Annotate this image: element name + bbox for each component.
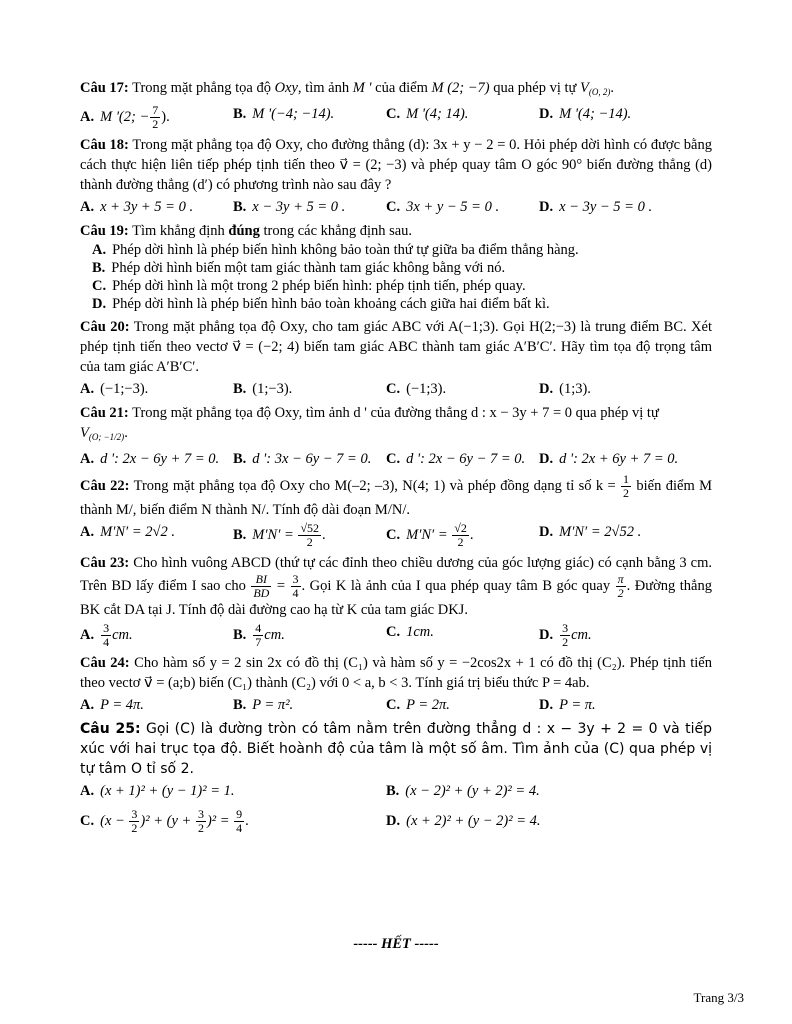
option-value: M′N′ = 2√52 .	[559, 524, 642, 540]
option-value: (1;3).	[559, 381, 591, 397]
question-number: Câu 18:	[80, 137, 129, 153]
question-text: Trong mặt phẳng tọa độ Oxy cho M(–2; –3), N(4; 1) và phép đồng dạng tỉ số k =	[133, 477, 621, 494]
option-value: P = 2π.	[406, 697, 450, 713]
option-label: B.	[386, 783, 400, 799]
option-value: M′N′ = 2√2 .	[100, 524, 175, 540]
denominator: 2	[197, 821, 204, 836]
option-value: P = π².	[252, 697, 294, 713]
option-label: D.	[386, 813, 401, 829]
option-label: D.	[539, 524, 554, 540]
question-text: . Đường thẳng BK cắt DA tại J. Tính độ dài đường cao hạ từ K của tam giác DKJ.	[80, 577, 712, 618]
numerator: 7	[152, 103, 159, 117]
option-label: D.	[539, 199, 554, 215]
option-value: Phép dời hình là phép biến hình không bảo toàn thứ tự giữa ba điểm thẳng hàng.	[112, 242, 579, 258]
option-value: d ': 2x + 6y + 7 = 0.	[559, 451, 679, 467]
fraction	[150, 104, 160, 131]
question-text: biến điểm M thành M/, biến điểm N thành N/. Tính độ dài đoạn M/N/.	[80, 477, 712, 518]
option-value: M′N′ =	[406, 526, 452, 543]
numerator: 1	[623, 472, 630, 486]
denominator: 2	[131, 821, 138, 836]
question-text: Gọi (C) là đường tròn có tâm nằm trên đường thẳng d : x − 3y + 2 = 0 và tiếp xúc với hai trục tọa độ. Biết hoành độ của tâm là một số âm. Tìm ảnh của (C) qua phép vị tự tâm O tỉ số 2.	[80, 721, 712, 777]
fraction	[452, 522, 469, 549]
options-row	[80, 449, 712, 469]
numerator: 3	[131, 807, 138, 822]
options-row	[80, 379, 712, 399]
option-c[interactable]	[386, 695, 539, 715]
option-d[interactable]	[539, 695, 692, 715]
denominator: 4	[103, 635, 110, 649]
fraction	[560, 622, 570, 649]
option-label: C.	[386, 451, 401, 467]
options-row	[80, 104, 712, 131]
option-label: A.	[80, 783, 95, 799]
denominator: 2	[152, 117, 159, 131]
option-d[interactable]	[539, 622, 692, 649]
question-24	[80, 653, 712, 715]
option-d[interactable]	[92, 295, 712, 313]
option-label: C.	[386, 199, 401, 215]
numerator: √2	[454, 521, 467, 535]
question-text: . Gọi K là ảnh của I qua phép quay tâm B góc quay	[301, 577, 615, 594]
question-text: Cho hàm số y = 2 sin 2x có đồ thị (C₁) và hàm số y = −2cos2x + 1 có đồ thị (C₂). Phép tịnh tiến theo vectơ v⃗ = (a;b) biến (C₁) thành (C₂) với 0 < a, b < 3. Tính giá trị biểu thức P = 4ab.	[80, 655, 712, 691]
option-d[interactable]	[539, 104, 692, 131]
exam-page	[80, 78, 712, 841]
option-label: B.	[233, 451, 247, 467]
option-value: (x −	[100, 813, 129, 829]
option-b[interactable]	[233, 197, 386, 217]
denominator: 2	[617, 586, 624, 600]
denominator: 2	[623, 486, 630, 500]
option-a[interactable]	[80, 449, 233, 469]
option-value: 1cm.	[406, 624, 434, 640]
option-value: P = 4π.	[100, 697, 144, 713]
option-label: C.	[386, 381, 401, 397]
option-value: M '(4; −14).	[559, 106, 632, 122]
option-value: cm.	[264, 626, 285, 643]
options-row	[80, 805, 712, 837]
option-c[interactable]	[80, 805, 386, 837]
question-17	[80, 78, 712, 131]
denominator: 2	[457, 535, 464, 549]
question-text: Cho hình vuông ABCD (thứ tự các đỉnh theo chiều dương của góc lượng giác) có cạnh bằng 3 cm. Trên BD lấy điểm I sao cho	[80, 555, 713, 594]
numerator: 4	[255, 621, 262, 635]
option-value: )² =	[206, 813, 234, 829]
option-value: M '(−4; −14).	[252, 106, 335, 122]
option-value: d ': 2x − 6y − 7 = 0.	[406, 451, 526, 467]
question-text: trong các khẳng định sau.	[259, 223, 413, 239]
option-value: d ': 3x − 6y − 7 = 0.	[252, 451, 372, 467]
options-row	[80, 197, 712, 217]
option-label: A.	[80, 381, 95, 397]
option-b[interactable]	[233, 449, 386, 469]
option-label: D.	[539, 451, 554, 467]
option-value: M′N′ =	[252, 526, 298, 543]
option-value: x − 3y + 5 = 0 .	[252, 199, 346, 215]
option-value: Phép dời hình là phép biến hình bảo toàn khoảng cách giữa hai điểm bất kì.	[112, 296, 550, 312]
option-value: x + 3y + 5 = 0 .	[100, 199, 194, 215]
option-label: B.	[233, 199, 247, 215]
option-a[interactable]	[80, 104, 233, 131]
math-expr: Oxy	[274, 80, 298, 96]
question-18	[80, 135, 712, 217]
question-number: Câu 21:	[80, 405, 129, 421]
denominator: 4	[236, 821, 243, 836]
option-label: D.	[539, 626, 554, 643]
math-expr: V	[80, 425, 89, 441]
option-value: .	[469, 526, 474, 543]
option-a[interactable]	[80, 197, 233, 217]
option-label: B.	[233, 697, 247, 713]
fraction	[251, 573, 271, 600]
option-value: (x − 2)² + (y + 2)² = 4.	[405, 783, 540, 799]
question-23	[80, 553, 712, 649]
denominator: 7	[255, 635, 262, 649]
options-row	[80, 695, 712, 715]
numerator: 9	[236, 807, 243, 822]
option-label: A.	[80, 626, 95, 643]
question-number: Câu 25:	[80, 721, 141, 737]
option-d[interactable]	[386, 805, 692, 837]
question-20	[80, 317, 712, 399]
option-label: C.	[386, 697, 401, 713]
question-text: của điểm	[371, 80, 432, 96]
fraction	[101, 622, 111, 649]
option-c[interactable]	[386, 622, 539, 649]
question-text: .	[610, 80, 615, 96]
denominator: 2	[562, 635, 569, 649]
option-value: ).	[161, 108, 170, 125]
fraction	[298, 522, 321, 549]
option-c[interactable]	[386, 522, 539, 549]
question-text: =	[272, 577, 290, 594]
options-row	[80, 622, 712, 649]
option-b[interactable]	[233, 695, 386, 715]
option-a[interactable]	[80, 695, 233, 715]
option-c[interactable]	[92, 277, 712, 295]
question-text: .	[124, 425, 128, 441]
option-d[interactable]	[539, 449, 692, 469]
question-text: Tìm khẳng định	[132, 223, 229, 239]
option-label: A.	[80, 108, 95, 125]
option-value: x − 3y − 5 = 0 .	[559, 199, 653, 215]
page-number: Trang 3/3	[693, 990, 744, 1005]
option-label: B.	[233, 381, 247, 397]
option-label: A.	[80, 199, 95, 215]
option-b[interactable]	[233, 622, 386, 649]
denominator: 2	[306, 535, 313, 549]
option-value: (x + 2)² + (y − 2)² = 4.	[406, 813, 541, 829]
question-text: Trong mặt phẳng tọa độ Oxy, tìm ảnh d ' của đường thẳng d : x − 3y + 7 = 0 qua phép vị tự	[132, 405, 659, 421]
option-label: D.	[539, 381, 554, 397]
fraction	[291, 573, 301, 600]
numerator: 3	[562, 621, 569, 635]
option-label: D.	[539, 106, 554, 122]
option-b[interactable]	[386, 781, 692, 801]
fraction	[621, 473, 631, 500]
option-value: cm.	[112, 626, 133, 643]
math-expr: V	[580, 80, 589, 96]
option-label: B.	[233, 526, 247, 543]
question-text: qua phép vị tự	[489, 80, 581, 96]
question-text: , tìm ảnh	[297, 80, 353, 96]
math-subscript: (O; −1/2)	[88, 432, 125, 442]
denominator: 4	[292, 586, 299, 600]
fraction	[196, 808, 206, 835]
option-label: C.	[386, 526, 401, 543]
question-number: Câu 23:	[80, 555, 130, 571]
math-expr: M (2; −7)	[431, 80, 490, 96]
numerator: π	[617, 572, 624, 586]
option-c[interactable]	[386, 197, 539, 217]
options-row	[80, 781, 712, 801]
option-label: D.	[92, 296, 107, 312]
option-value: 3x + y − 5 = 0 .	[406, 199, 500, 215]
question-22	[80, 473, 712, 549]
option-b[interactable]	[233, 104, 386, 131]
option-label: B.	[92, 260, 106, 276]
option-label: C.	[386, 624, 401, 640]
option-d[interactable]	[539, 522, 692, 549]
option-c[interactable]	[386, 104, 539, 131]
option-label: A.	[80, 524, 95, 540]
option-value: M '(2; −	[100, 108, 150, 125]
option-label: A.	[80, 697, 95, 713]
option-b[interactable]	[233, 522, 386, 549]
option-value: d ': 2x − 6y + 7 = 0.	[100, 451, 220, 467]
option-value: cm.	[571, 626, 592, 643]
question-text: Trong mặt phẳng tọa độ Oxy, cho tam giác ABC với A(−1;3). Gọi H(2;−3) là trung điểm BC. Xét phép tịnh tiến theo vectơ v⃗ = (−2; 4) biến tam giác ABC thành tam giác A′B′C′. Hãy tìm tọa độ trọng tâm của tam giác A′B′C′.	[80, 319, 712, 375]
question-text: Trong mặt phẳng tọa độ	[132, 80, 275, 96]
question-25	[80, 719, 712, 837]
denominator: BD	[253, 586, 270, 600]
option-value: .	[245, 813, 249, 829]
numerator: √52	[300, 521, 320, 535]
option-d[interactable]	[539, 379, 692, 399]
option-label: C.	[80, 813, 95, 829]
numerator: 3	[292, 572, 299, 586]
option-value: Phép dời hình biến một tam giác thành tam giác không bằng với nó.	[111, 260, 506, 276]
option-value: (−1;3).	[406, 381, 447, 397]
question-number: Câu 22:	[80, 477, 130, 494]
option-a[interactable]	[80, 379, 233, 399]
question-text: Trong mặt phẳng tọa độ Oxy, cho đường thẳng (d): 3x + y − 2 = 0. Hỏi phép dời hình có được bằng cách thực hiện liên tiếp phép tịnh tiến theo v⃗ = (2; −3) và phép quay tâm O góc 90° biến đường thẳng (d) thành đường thẳng (d′) có phương trình nào sau đây ?	[80, 137, 712, 193]
math-subscript: (O, 2)	[588, 87, 611, 97]
option-label: C.	[92, 278, 107, 294]
option-b[interactable]	[92, 259, 712, 277]
option-value: )² + (y +	[140, 813, 195, 829]
option-label: D.	[539, 697, 554, 713]
option-b[interactable]	[233, 379, 386, 399]
fraction	[616, 573, 626, 600]
option-list	[92, 241, 712, 313]
option-a[interactable]	[92, 241, 712, 259]
option-label: B.	[233, 626, 247, 643]
question-number: Câu 20:	[80, 319, 130, 335]
option-value: .	[322, 526, 326, 543]
option-c[interactable]	[386, 379, 539, 399]
question-number: Câu 24:	[80, 655, 130, 671]
question-number: Câu 17:	[80, 80, 129, 96]
option-value: P = π.	[559, 697, 596, 713]
question-19	[80, 221, 712, 313]
question-number: Câu 19:	[80, 223, 129, 239]
option-value: Phép dời hình là một trong 2 phép biến hình: phép tịnh tiến, phép quay.	[112, 278, 526, 294]
options-row	[80, 522, 712, 549]
option-label: C.	[386, 106, 401, 122]
option-a[interactable]	[80, 522, 233, 549]
option-value: (x + 1)² + (y − 1)² = 1.	[100, 783, 235, 799]
option-value: (−1;−3).	[100, 381, 149, 397]
numerator: 3	[103, 621, 110, 635]
fraction	[253, 622, 263, 649]
numerator: BI	[251, 573, 271, 587]
option-a[interactable]	[80, 622, 233, 649]
math-expr: M '	[352, 80, 372, 96]
option-label: A.	[80, 451, 95, 467]
option-a[interactable]	[80, 781, 386, 801]
option-label: B.	[233, 106, 247, 122]
option-label: A.	[92, 242, 107, 258]
end-marker: ----- HẾT -----	[353, 936, 439, 952]
option-value: (1;−3).	[252, 381, 293, 397]
option-d[interactable]	[539, 197, 692, 217]
numerator: 3	[197, 807, 204, 822]
option-c[interactable]	[386, 449, 539, 469]
fraction	[129, 808, 139, 835]
fraction	[234, 808, 244, 835]
question-21	[80, 403, 712, 469]
option-value: M '(4; 14).	[406, 106, 469, 122]
emphasis-word: đúng	[228, 223, 260, 239]
